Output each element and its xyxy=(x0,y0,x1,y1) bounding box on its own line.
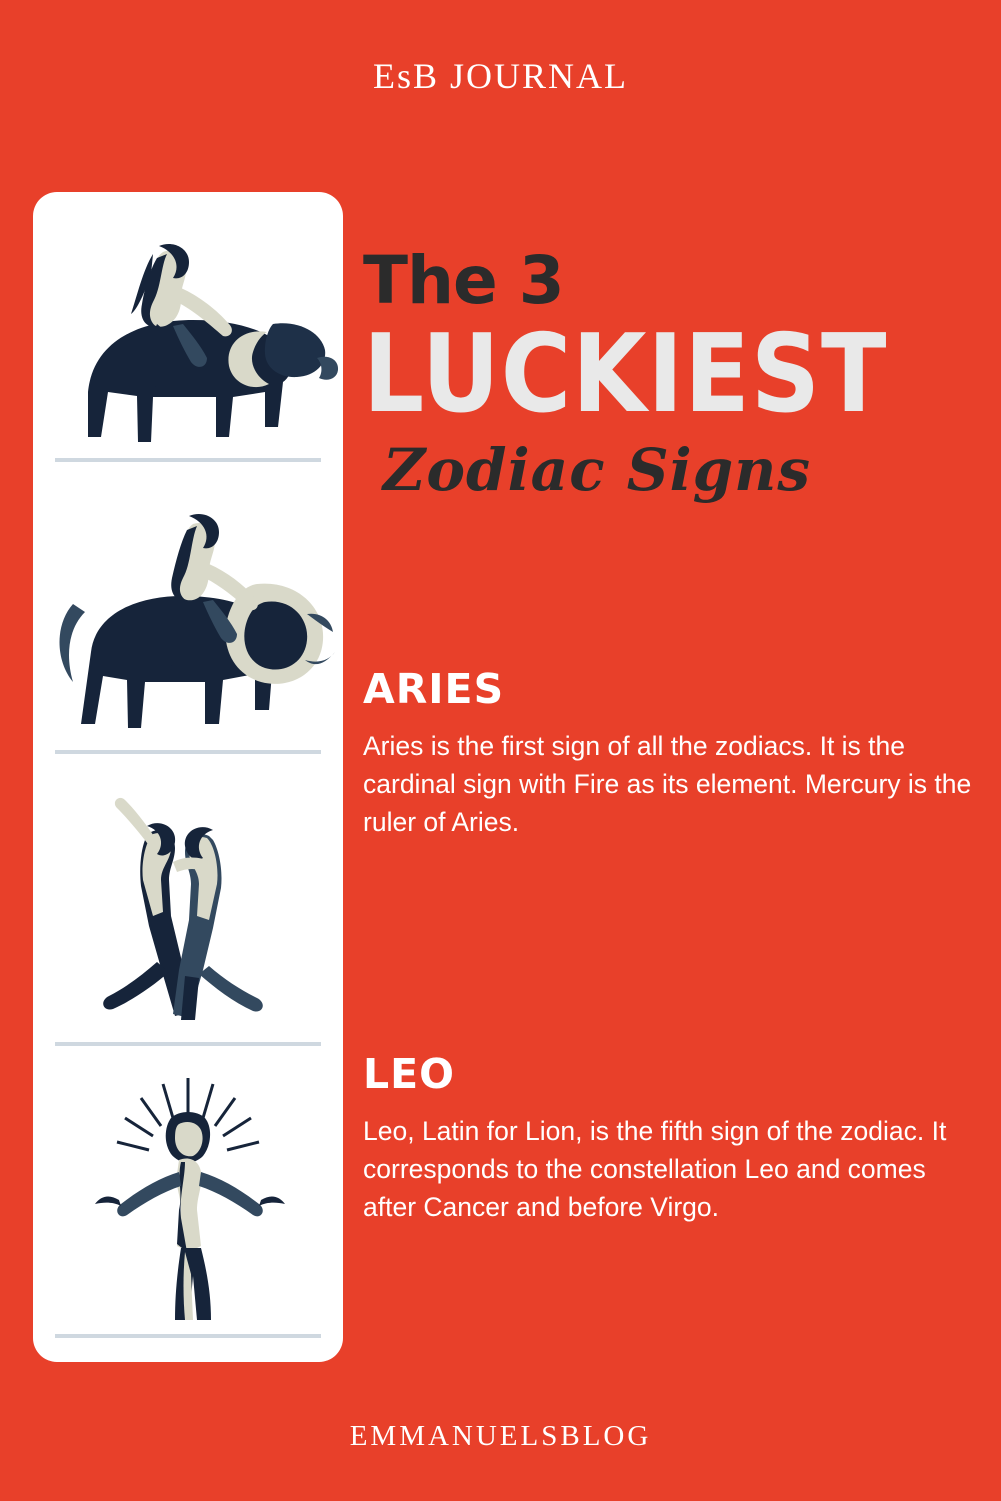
section-title-aries: ARIES xyxy=(363,665,505,713)
headline-line-luckiest: LUCKIEST xyxy=(363,311,888,437)
headline-line-the3: The 3 xyxy=(363,242,564,319)
aries-ram-rider-illustration xyxy=(33,192,343,484)
section-leo xyxy=(363,1050,981,1226)
leo-lion-rider-illustration xyxy=(33,484,343,776)
footer-handle: EMMANUELSBLOG xyxy=(349,1420,652,1452)
illustration-card xyxy=(33,192,343,1362)
section-aries xyxy=(363,665,981,841)
virgo-radiant-figure-illustration xyxy=(33,1068,343,1360)
headline-block xyxy=(363,242,963,504)
section-body-aries: Aries is the first sign of all the zodiacs. It is the cardinal sign with Fire as its element. Mercury is the ruler of Aries. xyxy=(363,731,972,837)
section-body-leo: Leo, Latin for Lion, is the fifth sign of the zodiac. It corresponds to the constellation Leo and comes after Cancer and before Virgo. xyxy=(363,1116,947,1222)
headline-line-zodiac-signs: Zodiac Signs xyxy=(383,436,811,504)
section-title-leo: LEO xyxy=(363,1050,455,1098)
brand-title: EsB JOURNAL xyxy=(372,56,628,96)
gemini-twins-illustration xyxy=(33,776,343,1068)
